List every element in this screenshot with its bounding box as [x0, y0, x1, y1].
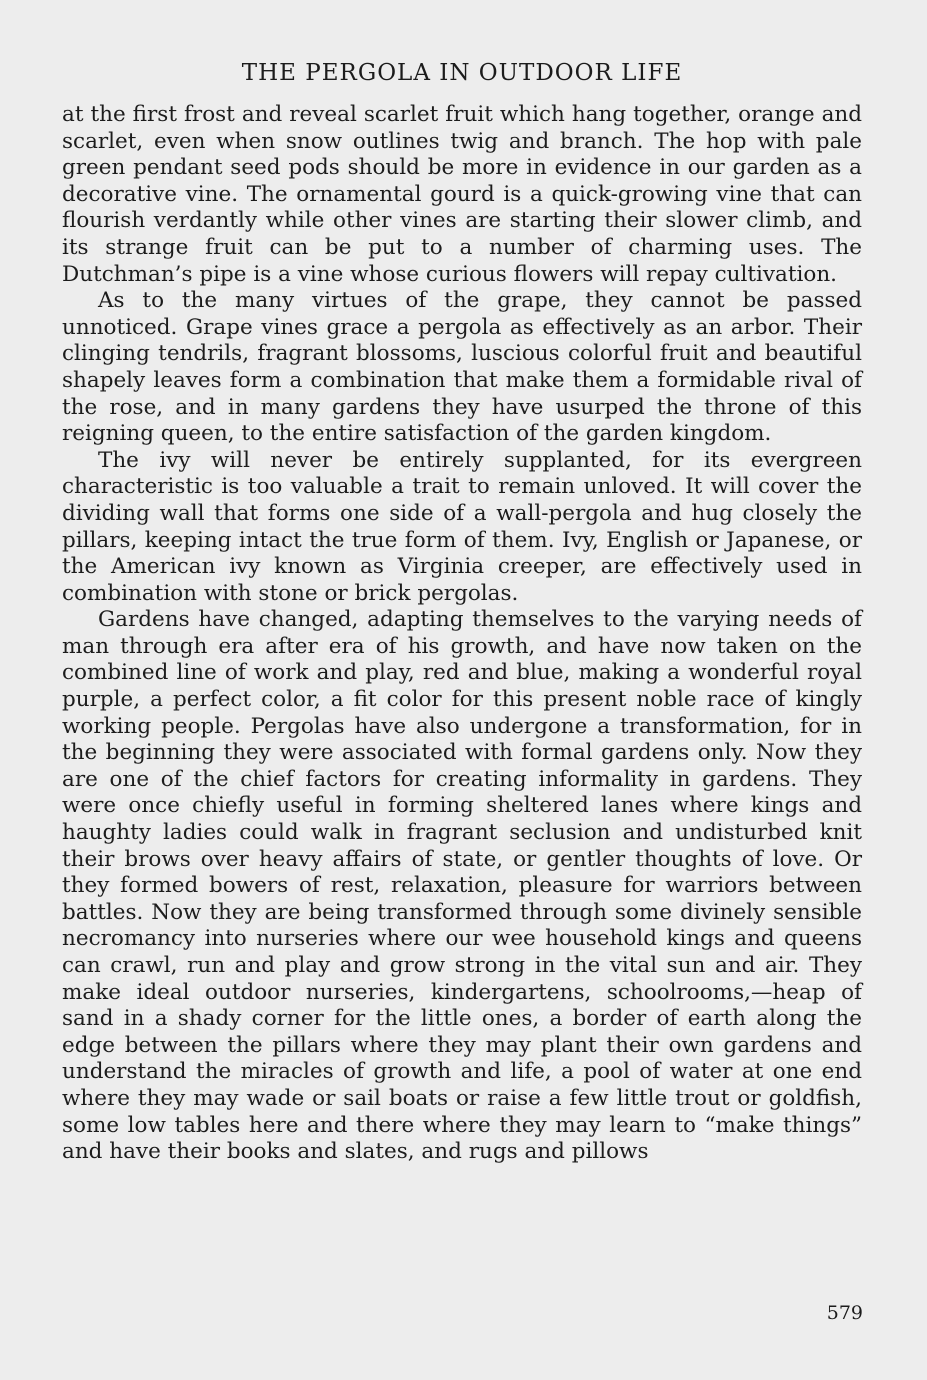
page-content — [62, 60, 862, 1166]
body-text — [62, 102, 862, 1166]
paragraph-3: The ivy will never be entirely supplanted, for its evergreen characteristic is too valuable a trait to remain unloved. It will cover the dividing wall that forms one side of a wall-pergola and hug closely the pillars, keeping intact the true form of them. Ivy, English or Japanese, or the American ivy known as Virginia creeper, are effectively used in combination with stone or brick pergolas. — [62, 447, 862, 606]
paragraph-1: at the first frost and reveal scarlet fruit which hang together, orange and scarlet, even when snow outlines twig and branch. The hop with pale green pendant seed pods should be more in evidence in our garden as a decorative vine. The ornamental gourd is a quick-growing vine that can flourish verdantly while other vines are starting their slower climb, and its strange fruit can be put to a number of charming uses. The Dutchman’s pipe is a vine whose curious flowers will repay cultivation. — [62, 102, 862, 287]
paragraph-2: As to the many virtues of the grape, they cannot be passed unnoticed. Grape vines grace a pergola as effectively as an arbor. Their clinging tendrils, fragrant blossoms, luscious colorful fruit and beautiful shapely leaves form a combination that make them a formidable rival of the rose, and in many gardens they have usurped the throne of this reigning queen, to the entire satisfaction of the garden kingdom. — [62, 288, 862, 447]
page-number: 579 — [826, 1302, 863, 1324]
running-head: THE PERGOLA IN OUTDOOR LIFE — [241, 60, 683, 86]
paragraph-4: Gardens have changed, adapting themselves to the varying needs of man through era after era of his growth, and have now taken on the combined line of work and play, red and blue, making a wonderful royal purple, a perfect color, a fit color for this present noble race of kingly working people. Pergolas have also undergone a transformation, for in the beginning they were associated with formal gardens only. Now they are one of the chief factors for creating informality in gardens. They were once chiefly useful in forming sheltered lanes where kings and haughty ladies could walk in fragrant seclusion and undisturbed knit their brows over heavy affairs of state, or gentler thoughts of love. Or they formed bowers of rest, relaxation, pleasure for warriors between battles. Now they are being transformed through some divinely sensible necromancy into nurseries where our wee household kings and queens can crawl, run and play and grow strong in the vital sun and air. They make ideal outdoor nurseries, kindergartens, schoolrooms,—heap of sand in a shady corner for the little ones, a border of earth along the edge between the pillars where they may plant their own gardens and understand the miracles of growth and life, a pool of water at one end where they may wade or sail boats or raise a few little trout or goldfish, some low tables here and there where they may learn to “make things” and have their books and slates, and rugs and pillows — [62, 607, 862, 1165]
